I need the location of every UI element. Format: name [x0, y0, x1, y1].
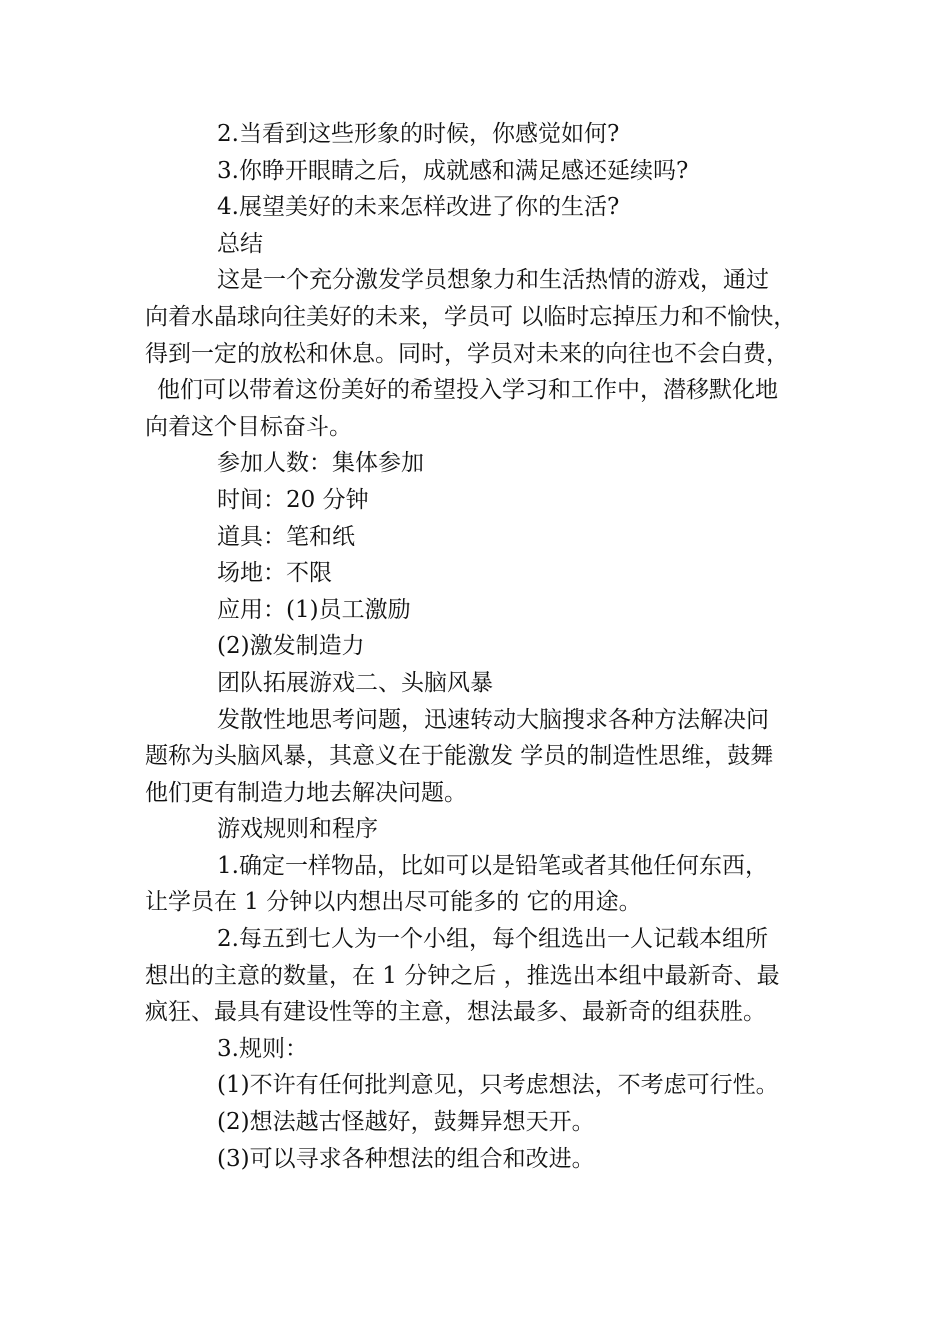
text-line: 2.每五到七人为一个小组，每个组选出一人记载本组所	[217, 926, 768, 953]
text-line: 时间：20 分钟	[217, 486, 369, 513]
document-body	[145, 116, 815, 1177]
time-line	[145, 482, 815, 519]
text-line: 4.展望美好的未来怎样改进了你的生活?	[217, 194, 620, 221]
application-line-1	[145, 592, 815, 629]
rule-step-3	[145, 1031, 815, 1068]
text-line: 应用：(1)员工激励	[217, 596, 411, 623]
text-line: 3.规则：	[217, 1035, 308, 1062]
text-line: (2)想法越古怪越好，鼓舞异想天开。	[217, 1109, 595, 1136]
text-line: 1.确定一样物品，比如可以是铅笔或者其他任何东西，	[217, 852, 768, 879]
text-line: 游戏规则和程序	[217, 816, 378, 843]
venue-line	[145, 555, 815, 592]
participants-line	[145, 445, 815, 482]
text-line: 得到一定的放松和休息。同时，学员对未来的向往也不会白费，	[145, 340, 789, 367]
text-line: 他们更有制造力地去解决问题。	[145, 779, 467, 806]
rule-step-1	[145, 848, 815, 921]
text-line: 他们可以带着这份美好的希望投入学习和工作中，潜移默化地	[157, 377, 778, 404]
text-line: (2)激发制造力	[217, 633, 365, 660]
text-line: 3.你睁开眼睛之后，成就感和满足感还延续吗?	[217, 157, 689, 184]
text-line: (1)不许有任何批判意见，只考虑想法，不考虑可行性。	[217, 1072, 779, 1099]
text-line: 让学员在 1 分钟以内想出尽可能多的 它的用途。	[145, 889, 642, 916]
props-line	[145, 519, 815, 556]
section-heading-brainstorm	[145, 665, 815, 702]
question-4	[145, 189, 815, 226]
brainstorm-intro-paragraph	[145, 702, 815, 812]
section-heading-summary	[145, 226, 815, 263]
text-line: 团队拓展游戏二、头脑风暴	[217, 669, 493, 696]
question-3	[145, 153, 815, 190]
text-line: 发散性地思考问题，迅速转动大脑搜求各种方法解决问	[217, 706, 769, 733]
text-line: (3)可以寻求各种想法的组合和改进。	[217, 1145, 595, 1172]
rule-item-2	[145, 1104, 815, 1141]
text-line: 参加人数：集体参加	[217, 450, 424, 477]
text-line: 这是一个充分激发学员想象力和生活热情的游戏，通过	[217, 267, 769, 294]
text-line: 想出的主意的数量，在 1 分钟之后 ，推选出本组中最新奇、最	[145, 962, 780, 989]
text-line: 疯狂、最具有建设性等的主意，想法最多、最新奇的组获胜。	[145, 999, 766, 1026]
summary-paragraph	[145, 262, 815, 445]
rule-item-1	[145, 1067, 815, 1104]
rules-heading	[145, 811, 815, 848]
text-line: 场地：不限	[217, 560, 332, 587]
application-line-2	[145, 628, 815, 665]
text-line: 道具：笔和纸	[217, 523, 355, 550]
question-2	[145, 116, 815, 153]
text-line: 题称为头脑风暴，其意义在于能激发 学员的制造性思维，鼓舞	[145, 743, 774, 770]
text-line: 总结	[217, 230, 263, 257]
rule-step-2	[145, 921, 815, 1031]
text-line: 向着水晶球向往美好的未来，学员可 以临时忘掉压力和不愉快，	[145, 303, 797, 330]
rule-item-3	[145, 1141, 815, 1178]
text-line: 向着这个目标奋斗。	[145, 413, 352, 440]
text-line: 2.当看到这些形象的时候，你感觉如何?	[217, 121, 620, 147]
